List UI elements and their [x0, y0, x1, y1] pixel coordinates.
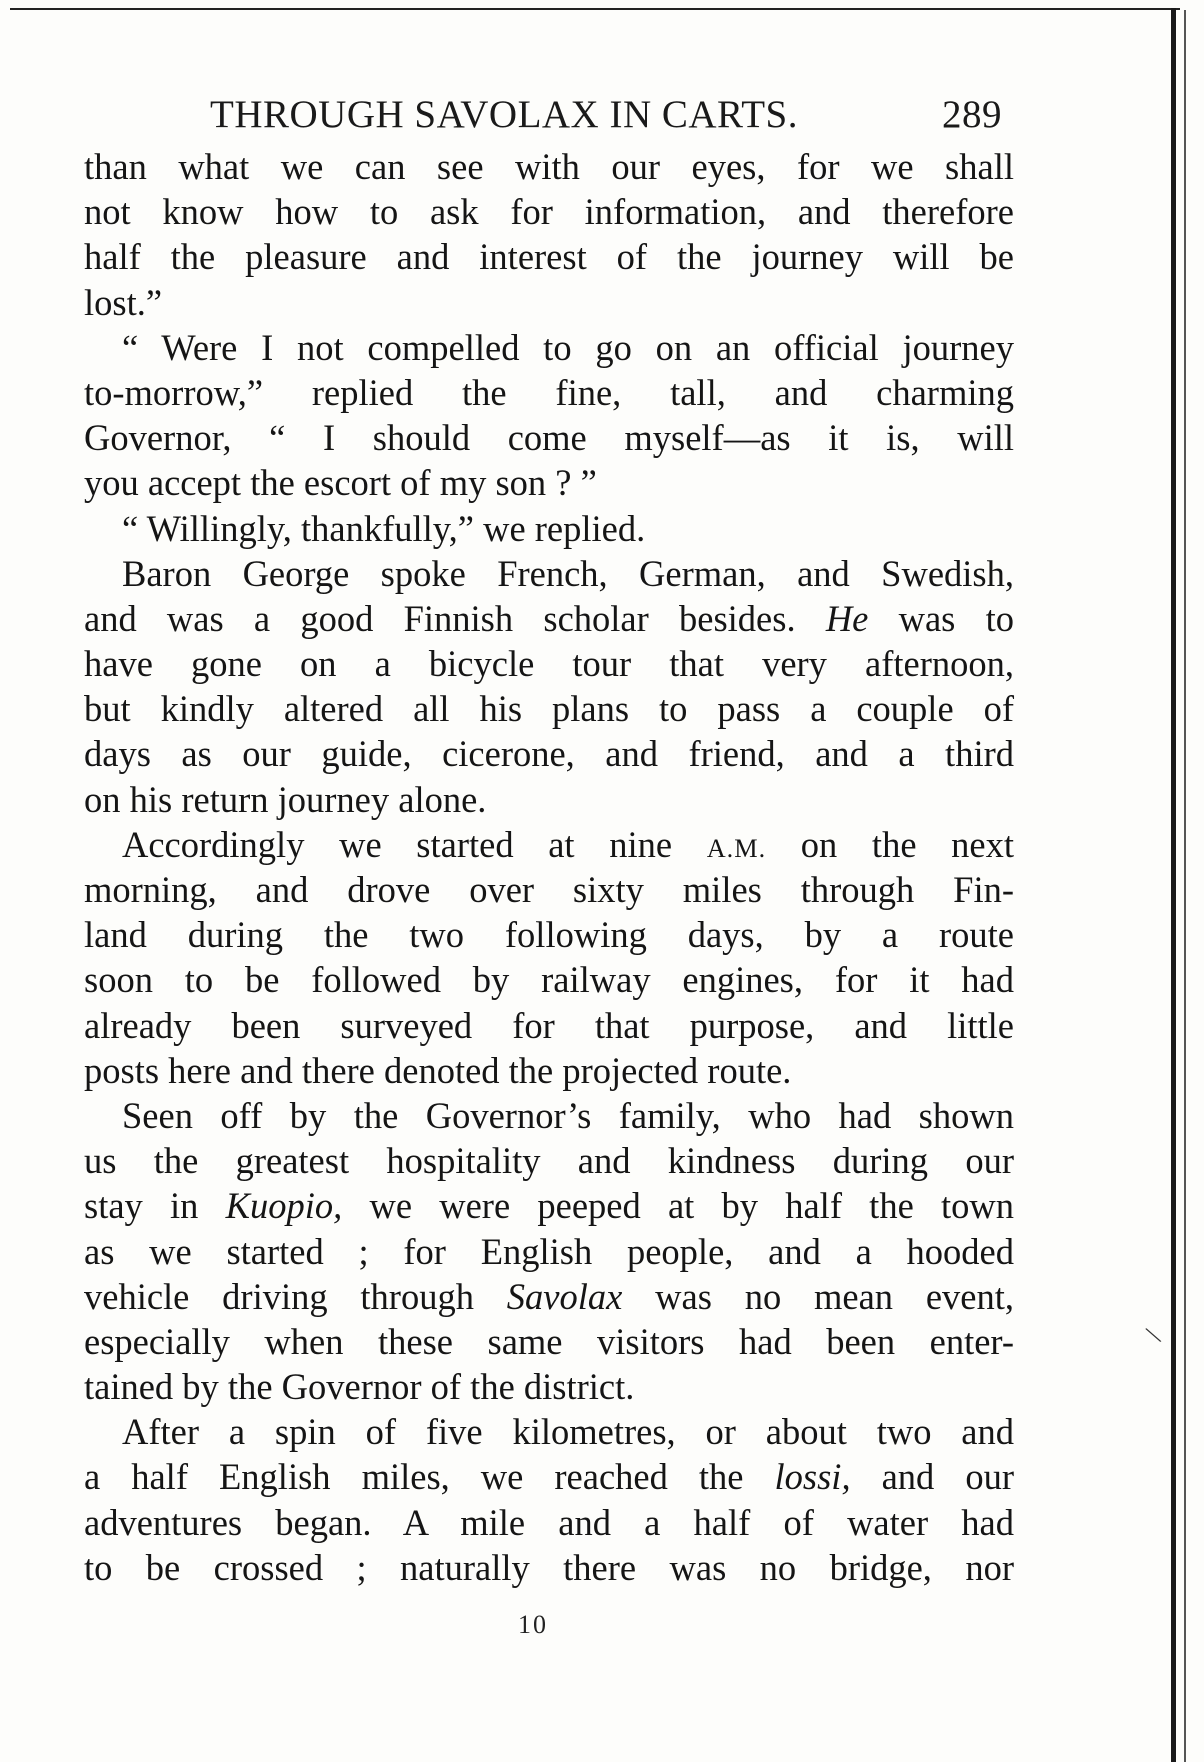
- stray-mark-icon: \: [1142, 1320, 1165, 1351]
- text-line: us the greatest hospitality and kindness during our: [84, 1140, 1014, 1182]
- text-line: [84, 1454, 1014, 1499]
- text-line: days as our guide, cicerone, and friend, and a third: [84, 733, 1014, 775]
- text-run: a half English miles, we reached the: [84, 1456, 744, 1498]
- text-line: [84, 1274, 1014, 1319]
- text-line: adventures began. A mile and a half of water had: [84, 1501, 1014, 1543]
- signature-mark: 10: [518, 1610, 548, 1639]
- text-run: we were peeped at by half the town: [369, 1185, 1014, 1227]
- right-page-edge: [1171, 8, 1176, 1762]
- text-line: [84, 1183, 1014, 1228]
- text-line: to-morrow,” replied the fine, tall, and charming: [84, 371, 1014, 413]
- text-line: on his return journey alone.: [84, 778, 487, 820]
- text-line: land during the two following days, by a route: [84, 914, 1014, 956]
- text-line: soon to be followed by railway engines, for it had: [84, 959, 1014, 1001]
- text-line: as we started ; for English people, and a hooded: [84, 1230, 1014, 1272]
- text-line: but kindly altered all his plans to pass a couple of: [84, 688, 1014, 730]
- italic-run: He: [825, 597, 869, 639]
- text-line: Governor, “ I should come myself—as it is, will: [84, 417, 1014, 459]
- text-line: Baron George spoke French, German, and Swedish,: [122, 552, 1014, 594]
- page-number: 289: [942, 93, 1002, 136]
- text-run: was to: [898, 597, 1014, 639]
- text-run: was no mean event,: [655, 1275, 1015, 1317]
- page-header: [210, 92, 1030, 142]
- text-line: have gone on a bicycle tour that very afternoon,: [84, 643, 1014, 685]
- text-line: “ Were I not compelled to go on an official journey: [122, 326, 1014, 368]
- text-line: you accept the escort of my son ? ”: [84, 462, 597, 504]
- italic-run: Savolax: [506, 1275, 623, 1317]
- text-line: Seen off by the Governor’s family, who had shown: [122, 1094, 1014, 1136]
- text-run: and was a good Finnish scholar besides.: [84, 597, 796, 639]
- text-line: already been surveyed for that purpose, and little: [84, 1004, 1014, 1046]
- top-border-rule: [10, 8, 1180, 10]
- text-line: to be crossed ; naturally there was no bridge, nor: [84, 1546, 1014, 1588]
- text-line: [84, 596, 1014, 641]
- text-line: tained by the Governor of the district.: [84, 1366, 635, 1408]
- text-line: than what we can see with our eyes, for we shall: [84, 146, 1014, 187]
- italic-run: lossi,: [774, 1456, 851, 1498]
- text-line: “ Willingly, thankfully,” we replied.: [122, 507, 646, 549]
- small-caps-run: A.M.: [706, 833, 767, 863]
- text-line: [84, 822, 1014, 867]
- text-run: on the next: [800, 823, 1015, 865]
- italic-run: Kuopio,: [225, 1185, 343, 1227]
- text-run: stay in: [84, 1185, 199, 1227]
- text-line: After a spin of five kilometres, or about two and: [122, 1411, 1014, 1453]
- text-line: especially when these same visitors had been enter-: [84, 1320, 1014, 1362]
- text-run: vehicle driving through: [84, 1275, 474, 1317]
- right-page-edge-thin: [1184, 10, 1186, 1762]
- running-head: THROUGH SAVOLAX IN CARTS.: [210, 93, 798, 136]
- text-run: and our: [881, 1456, 1014, 1498]
- text-line: half the pleasure and interest of the journey will be: [84, 236, 1014, 278]
- text-line: not know how to ask for information, and therefore: [84, 191, 1014, 233]
- text-line: lost.”: [84, 281, 163, 323]
- body-text: [84, 144, 1014, 1590]
- text-run: Accordingly we started at nine: [122, 823, 673, 865]
- text-line: morning, and drove over sixty miles through Fin-: [84, 869, 1014, 910]
- text-line: posts here and there denoted the projected route.: [84, 1049, 792, 1091]
